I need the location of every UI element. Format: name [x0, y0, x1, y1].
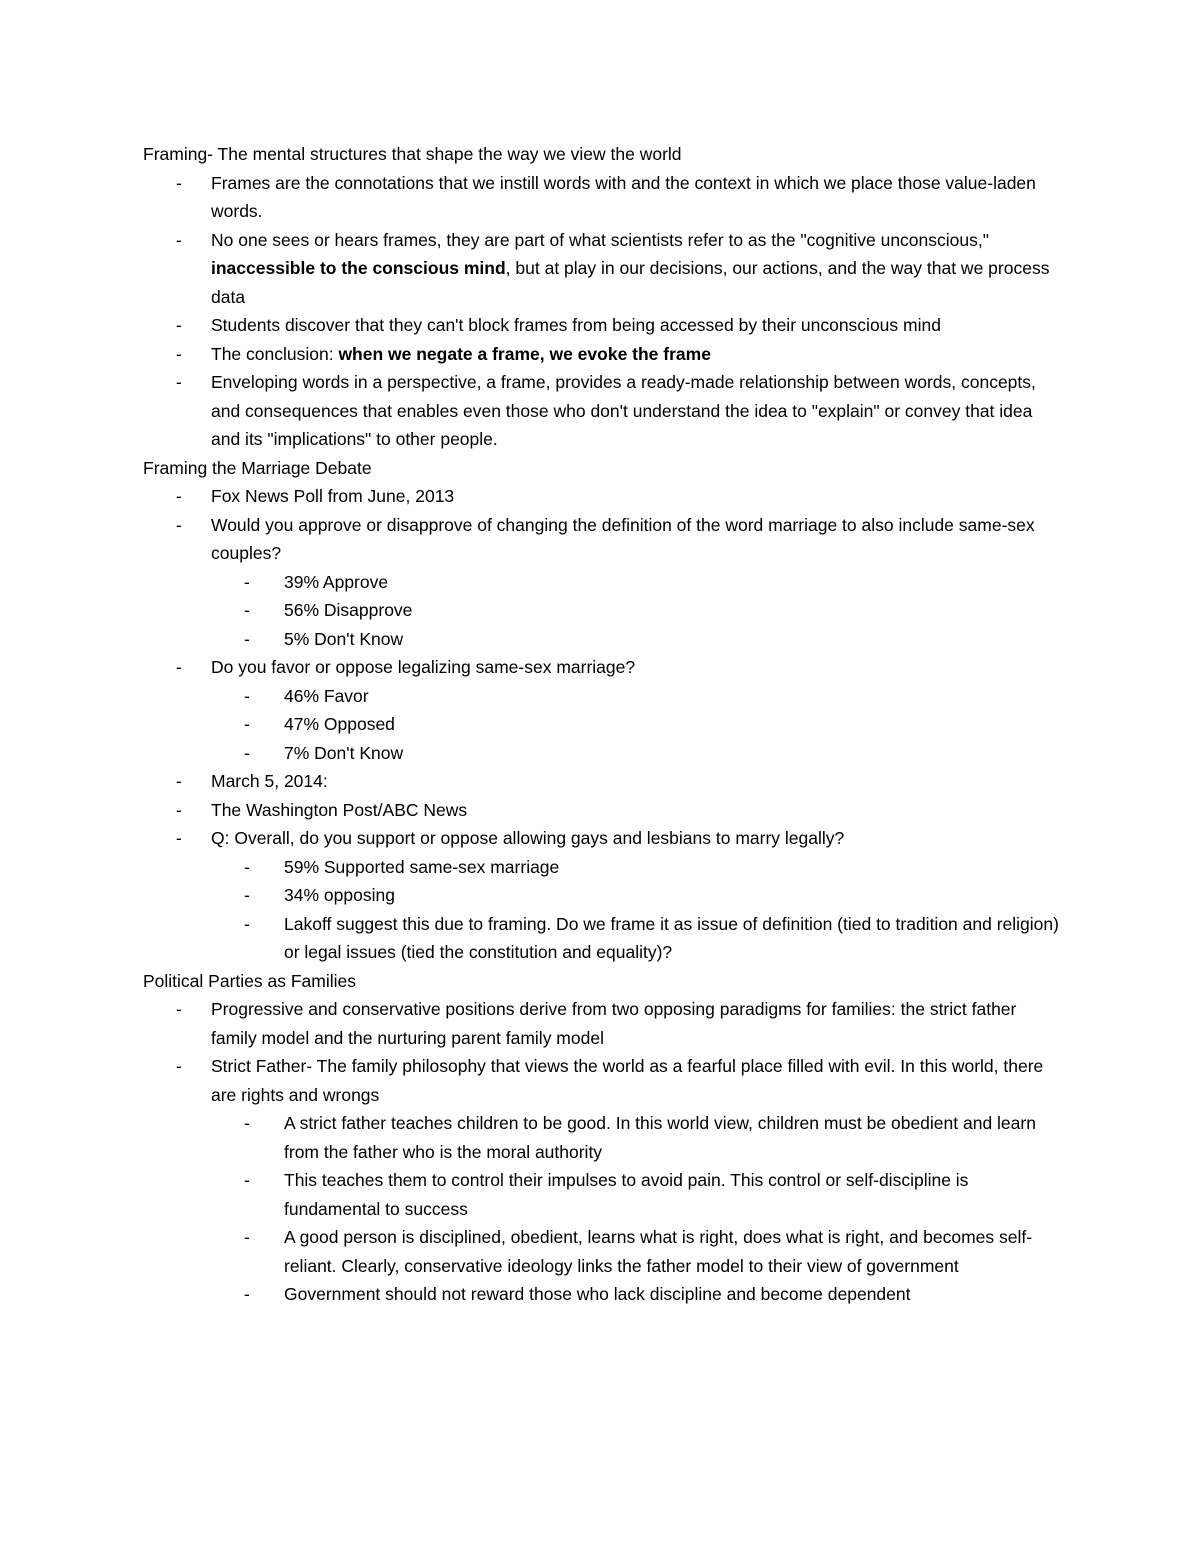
- block-text: [284, 1280, 1060, 1309]
- text-segment: Fox News Poll from June, 2013: [211, 486, 455, 506]
- list-item: [143, 340, 1060, 369]
- text-segment: A strict father teaches children to be good. In this world view, children must be obedient and learn from the father who is the moral authority: [284, 1113, 1036, 1162]
- list-item: [143, 853, 1060, 882]
- list-item: [143, 910, 1060, 967]
- text-segment: 56% Disapprove: [284, 600, 413, 620]
- bullet-dash: -: [176, 372, 182, 392]
- bullet-dash: -: [244, 885, 250, 905]
- block-text: [143, 454, 1060, 483]
- text-segment: Framing- The mental structures that shape the way we view the world: [143, 144, 682, 164]
- list-item: [143, 710, 1060, 739]
- bullet-dash: -: [176, 229, 182, 250]
- bullet-dash: -: [244, 600, 250, 620]
- bullet-dash: -: [244, 856, 250, 877]
- text-segment: Q: Overall, do you support or oppose allowing gays and lesbians to marry legally?: [211, 828, 845, 848]
- bullet-dash: -: [176, 1056, 182, 1076]
- list-item: [143, 625, 1060, 654]
- block-text: [211, 368, 1060, 454]
- block-text: [211, 796, 1060, 825]
- block-text: [284, 853, 1060, 882]
- block-text: [284, 739, 1060, 768]
- text-segment: 59% Supported same-sex marriage: [284, 856, 560, 877]
- list-item: [143, 1166, 1060, 1223]
- block-text: [211, 1052, 1060, 1109]
- bullet-dash: -: [244, 1170, 250, 1190]
- block-text: [284, 1223, 1060, 1280]
- text-segment: Strict Father- The family philosophy that views the world as a fearful place filled with evil. In this world, there are rights and wrongs: [211, 1056, 1044, 1105]
- block-text: [211, 340, 1060, 369]
- list-item: [143, 995, 1060, 1052]
- text-segment: The Washington Post/ABC News: [211, 799, 468, 820]
- list-item: [143, 796, 1060, 825]
- text-segment: Framing the Marriage Debate: [143, 457, 372, 478]
- text-segment: A good person is disciplined, obedient, learns what is right, does what is right, and becomes self-reliant. Clearly, conservative ideology links the father model to their view of government: [284, 1227, 1033, 1276]
- bullet-dash: -: [176, 771, 182, 791]
- text-segment: Political Parties as Families: [143, 970, 356, 991]
- bullet-dash: -: [244, 1113, 250, 1133]
- bullet-dash: -: [244, 714, 250, 734]
- text-segment: 7% Don't Know: [284, 742, 404, 763]
- text-segment: Do you favor or oppose legalizing same-sex marriage?: [211, 657, 636, 677]
- text-segment: No one sees or hears frames, they are part of what scientists refer to as the "cognitive unconscious,": [211, 229, 989, 250]
- text-segment: Students discover that they can't block frames from being accessed by their unconscious mind: [211, 315, 941, 335]
- text-segment: This teaches them to control their impulses to avoid pain. This control or self-discipline is fundamental to success: [284, 1170, 969, 1219]
- list-item: [143, 482, 1060, 511]
- bullet-dash: -: [176, 799, 182, 820]
- bullet-dash: -: [244, 1227, 250, 1247]
- text-segment: Government should not reward those who lack discipline and become dependent: [284, 1284, 911, 1304]
- block-text: [143, 140, 1060, 169]
- block-text: [211, 824, 1060, 853]
- bullet-dash: -: [244, 1284, 250, 1304]
- text-segment: Progressive and conservative positions derive from two opposing paradigms for families: the strict father family model and the nurturing parent family model: [211, 999, 1017, 1048]
- block-text: [211, 767, 1060, 796]
- bold-text-segment: when we negate a frame, we evoke the frame: [338, 343, 711, 364]
- bullet-dash: -: [176, 999, 182, 1019]
- list-item: [143, 368, 1060, 454]
- list-item: [143, 568, 1060, 597]
- block-text: [284, 596, 1060, 625]
- list-item: [143, 682, 1060, 711]
- list-item: [143, 1052, 1060, 1109]
- block-text: [211, 169, 1060, 226]
- list-item: [143, 1223, 1060, 1280]
- text-segment: 34% opposing: [284, 885, 395, 905]
- block-text: [211, 653, 1060, 682]
- list-item: [143, 1280, 1060, 1309]
- list-item: [143, 767, 1060, 796]
- bullet-dash: -: [176, 514, 182, 535]
- block-text: [284, 1109, 1060, 1166]
- section-heading: [143, 967, 1060, 996]
- bullet-dash: -: [244, 685, 250, 706]
- block-text: [211, 995, 1060, 1052]
- list-item: [143, 311, 1060, 340]
- bold-text-segment: inaccessible to the conscious mind: [211, 258, 506, 278]
- text-segment: Lakoff suggest this due to framing. Do we frame it as issue of definition (tied to tradition and religion) or legal issues (tied the constitution and equality)?: [284, 913, 1059, 962]
- section-heading: [143, 140, 1060, 169]
- text-segment: 5% Don't Know: [284, 628, 404, 649]
- block-text: [284, 682, 1060, 711]
- bullet-dash: -: [244, 742, 250, 763]
- list-item: [143, 596, 1060, 625]
- block-text: [211, 311, 1060, 340]
- text-segment: Would you approve or disapprove of changing the definition of the word marriage to also include same-sex couples?: [211, 514, 1035, 563]
- bullet-dash: -: [244, 571, 250, 592]
- text-segment: Frames are the connotations that we instill words with and the context in which we place those value-laden words.: [211, 172, 1036, 221]
- list-item: [143, 169, 1060, 226]
- block-text: [284, 1166, 1060, 1223]
- block-text: [211, 511, 1060, 568]
- block-text: [284, 910, 1060, 967]
- block-text: [284, 625, 1060, 654]
- text-segment: March 5, 2014:: [211, 771, 328, 791]
- text-segment: The conclusion:: [211, 343, 339, 364]
- bullet-dash: -: [176, 315, 182, 335]
- list-item: [143, 1109, 1060, 1166]
- block-text: [284, 881, 1060, 910]
- bullet-dash: -: [176, 343, 182, 364]
- bullet-dash: -: [244, 913, 250, 934]
- bullet-dash: -: [176, 828, 182, 848]
- bullet-dash: -: [176, 486, 182, 506]
- block-text: [284, 568, 1060, 597]
- section-heading: [143, 454, 1060, 483]
- list-item: [143, 511, 1060, 568]
- list-item: [143, 824, 1060, 853]
- text-segment: Enveloping words in a perspective, a frame, provides a ready-made relationship between words, concepts, and consequences that enables even those who don't understand the idea to "explain" or convey that idea and its "implications" to other people.: [211, 372, 1036, 449]
- block-text: [143, 967, 1060, 996]
- text-segment: 47% Opposed: [284, 714, 395, 734]
- block-text: [211, 482, 1060, 511]
- block-text: [211, 226, 1060, 312]
- text-segment: 46% Favor: [284, 685, 369, 706]
- list-item: [143, 653, 1060, 682]
- block-text: [284, 710, 1060, 739]
- text-segment: , but at play in our decisions, our actions, and the way that we process data: [211, 258, 1050, 307]
- list-item: [143, 881, 1060, 910]
- bullet-dash: -: [176, 657, 182, 677]
- bullet-dash: -: [244, 628, 250, 649]
- text-segment: 39% Approve: [284, 571, 389, 592]
- list-item: [143, 226, 1060, 312]
- list-item: [143, 739, 1060, 768]
- bullet-dash: -: [176, 172, 182, 193]
- document-body: [143, 140, 1060, 1309]
